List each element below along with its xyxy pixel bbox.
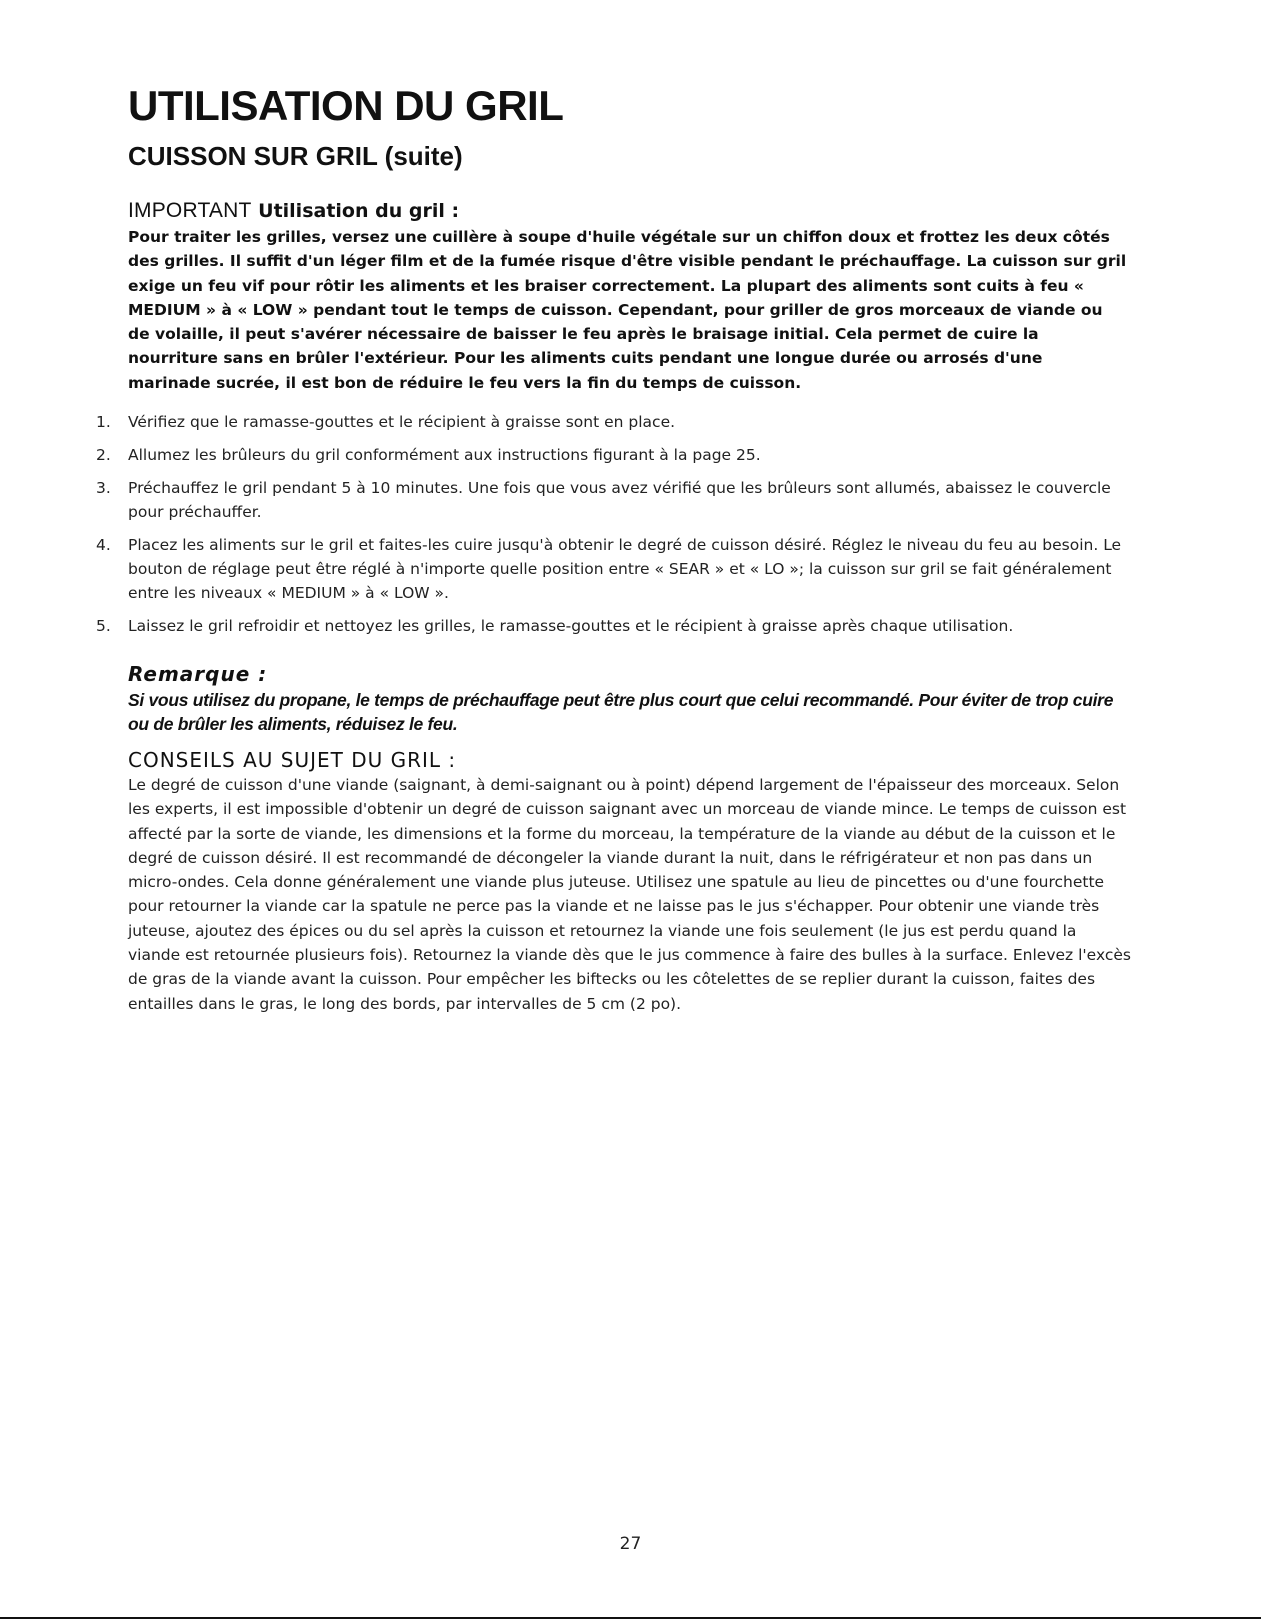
step-text: Préchauffez le gril pendant 5 à 10 minutes. Une fois que vous avez vérifié que les brûleurs sont allumés, abaissez le couvercle pour préchauffer.	[128, 479, 1111, 521]
step-text: Vérifiez que le ramasse-gouttes et le récipient à graisse sont en place.	[128, 413, 676, 431]
step-number: 1.	[96, 413, 111, 431]
step-number: 4.	[96, 536, 111, 554]
step-number: 2.	[96, 446, 111, 464]
step-item	[96, 476, 1146, 524]
step-text: Laissez le gril refroidir et nettoyez les grilles, le ramasse-gouttes et le récipient à graisse après chaque utilisation.	[128, 617, 1014, 635]
step-item	[96, 614, 1146, 638]
note-heading: Remarque :	[128, 662, 268, 686]
step-item	[96, 443, 1146, 467]
important-lead: IMPORTANT	[128, 199, 252, 222]
bottom-divider	[0, 1617, 1261, 1619]
step-item	[96, 533, 1146, 605]
page-title: UTILISATION DU GRIL	[128, 82, 564, 129]
tips-paragraph: Le degré de cuisson d'une viande (saignant, à demi-saignant ou à point) dépend largement de l'épaisseur des morceaux. Selon les experts, il est impossible d'obtenir un degré de cuisson saignant avec un morceau de viande mince. Le temps de cuisson est affecté par la sorte de viande, les dimensions et la forme du morceau, la température de la viande au début de la cuisson et le degré de cuisson désiré. Il est recommandé de décongeler la viande durant la nuit, dans le réfrigérateur et non pas dans un micro-ondes. Cela donne généralement une viande plus juteuse. Utilisez une spatule au lieu de pincettes ou d'une fourchette pour retourner la viande car la spatule ne perce pas la viande et ne laisse pas le jus s'échapper. Pour obtenir une viande très juteuse, ajoutez des épices ou du sel après la cuisson et retournez la viande une fois seulement (le jus est perdu quand la viande est retournée plusieurs fois). Retournez la viande dès que le jus commence à faire des bulles à la surface. Enlevez l'excès de gras de la viande avant la cuisson. Pour empêcher les biftecks ou les côtelettes de se replier durant la cuisson, faites des entailles dans le gras, le long des bords, par intervalles de 5 cm (2 po).	[128, 776, 1131, 1013]
important-paragraph: Pour traiter les grilles, versez une cuillère à soupe d'huile végétale sur un chiffon doux et frottez les deux côtés des grilles. Il suffit d'un léger film et de la fumée risque d'être visible pendant le préchauffage. La cuisson sur gril exige un feu vif pour rôtir les aliments et les braiser correctement. La plupart des aliments sont cuits à feu « MEDIUM » à « LOW » pendant tout le temps de cuisson. Cependant, pour griller de gros morceaux de viande ou de volaille, il peut s'avérer nécessaire de baisser le feu après le braisage initial. Cela permet de cuire la nourriture sans en brûler l'extérieur. Pour les aliments cuits pendant une longue durée ou arrosés d'une marinade sucrée, il est bon de réduire le feu vers la fin du temps de cuisson.	[128, 228, 1127, 392]
important-heading	[128, 197, 459, 224]
note-paragraph: Si vous utilisez du propane, le temps de préchauffage peut être plus court que celui recommandé. Pour éviter de trop cuire ou de brûler les aliments, réduisez le feu.	[128, 690, 1114, 734]
tips-heading: CONSEILS AU SUJET DU GRIL :	[128, 748, 457, 772]
page-subtitle: CUISSON SUR GRIL (suite)	[128, 141, 463, 171]
steps-list	[96, 410, 1146, 647]
step-item	[96, 410, 1146, 434]
step-text: Allumez les brûleurs du gril conformément aux instructions figurant à la page 25.	[128, 446, 761, 464]
step-number: 5.	[96, 617, 111, 635]
important-heading-rest: Utilisation du gril :	[251, 200, 460, 222]
step-text: Placez les aliments sur le gril et faites-les cuire jusqu'à obtenir le degré de cuisson désiré. Réglez le niveau du feu au besoin. Le bouton de réglage peut être réglé à n'importe quelle position entre « SEAR » et « LO »; la cuisson sur gril se fait généralement entre les niveaux « MEDIUM » à « LOW ».	[128, 536, 1122, 602]
step-number: 3.	[96, 479, 111, 497]
page-number: 27	[619, 1534, 642, 1554]
